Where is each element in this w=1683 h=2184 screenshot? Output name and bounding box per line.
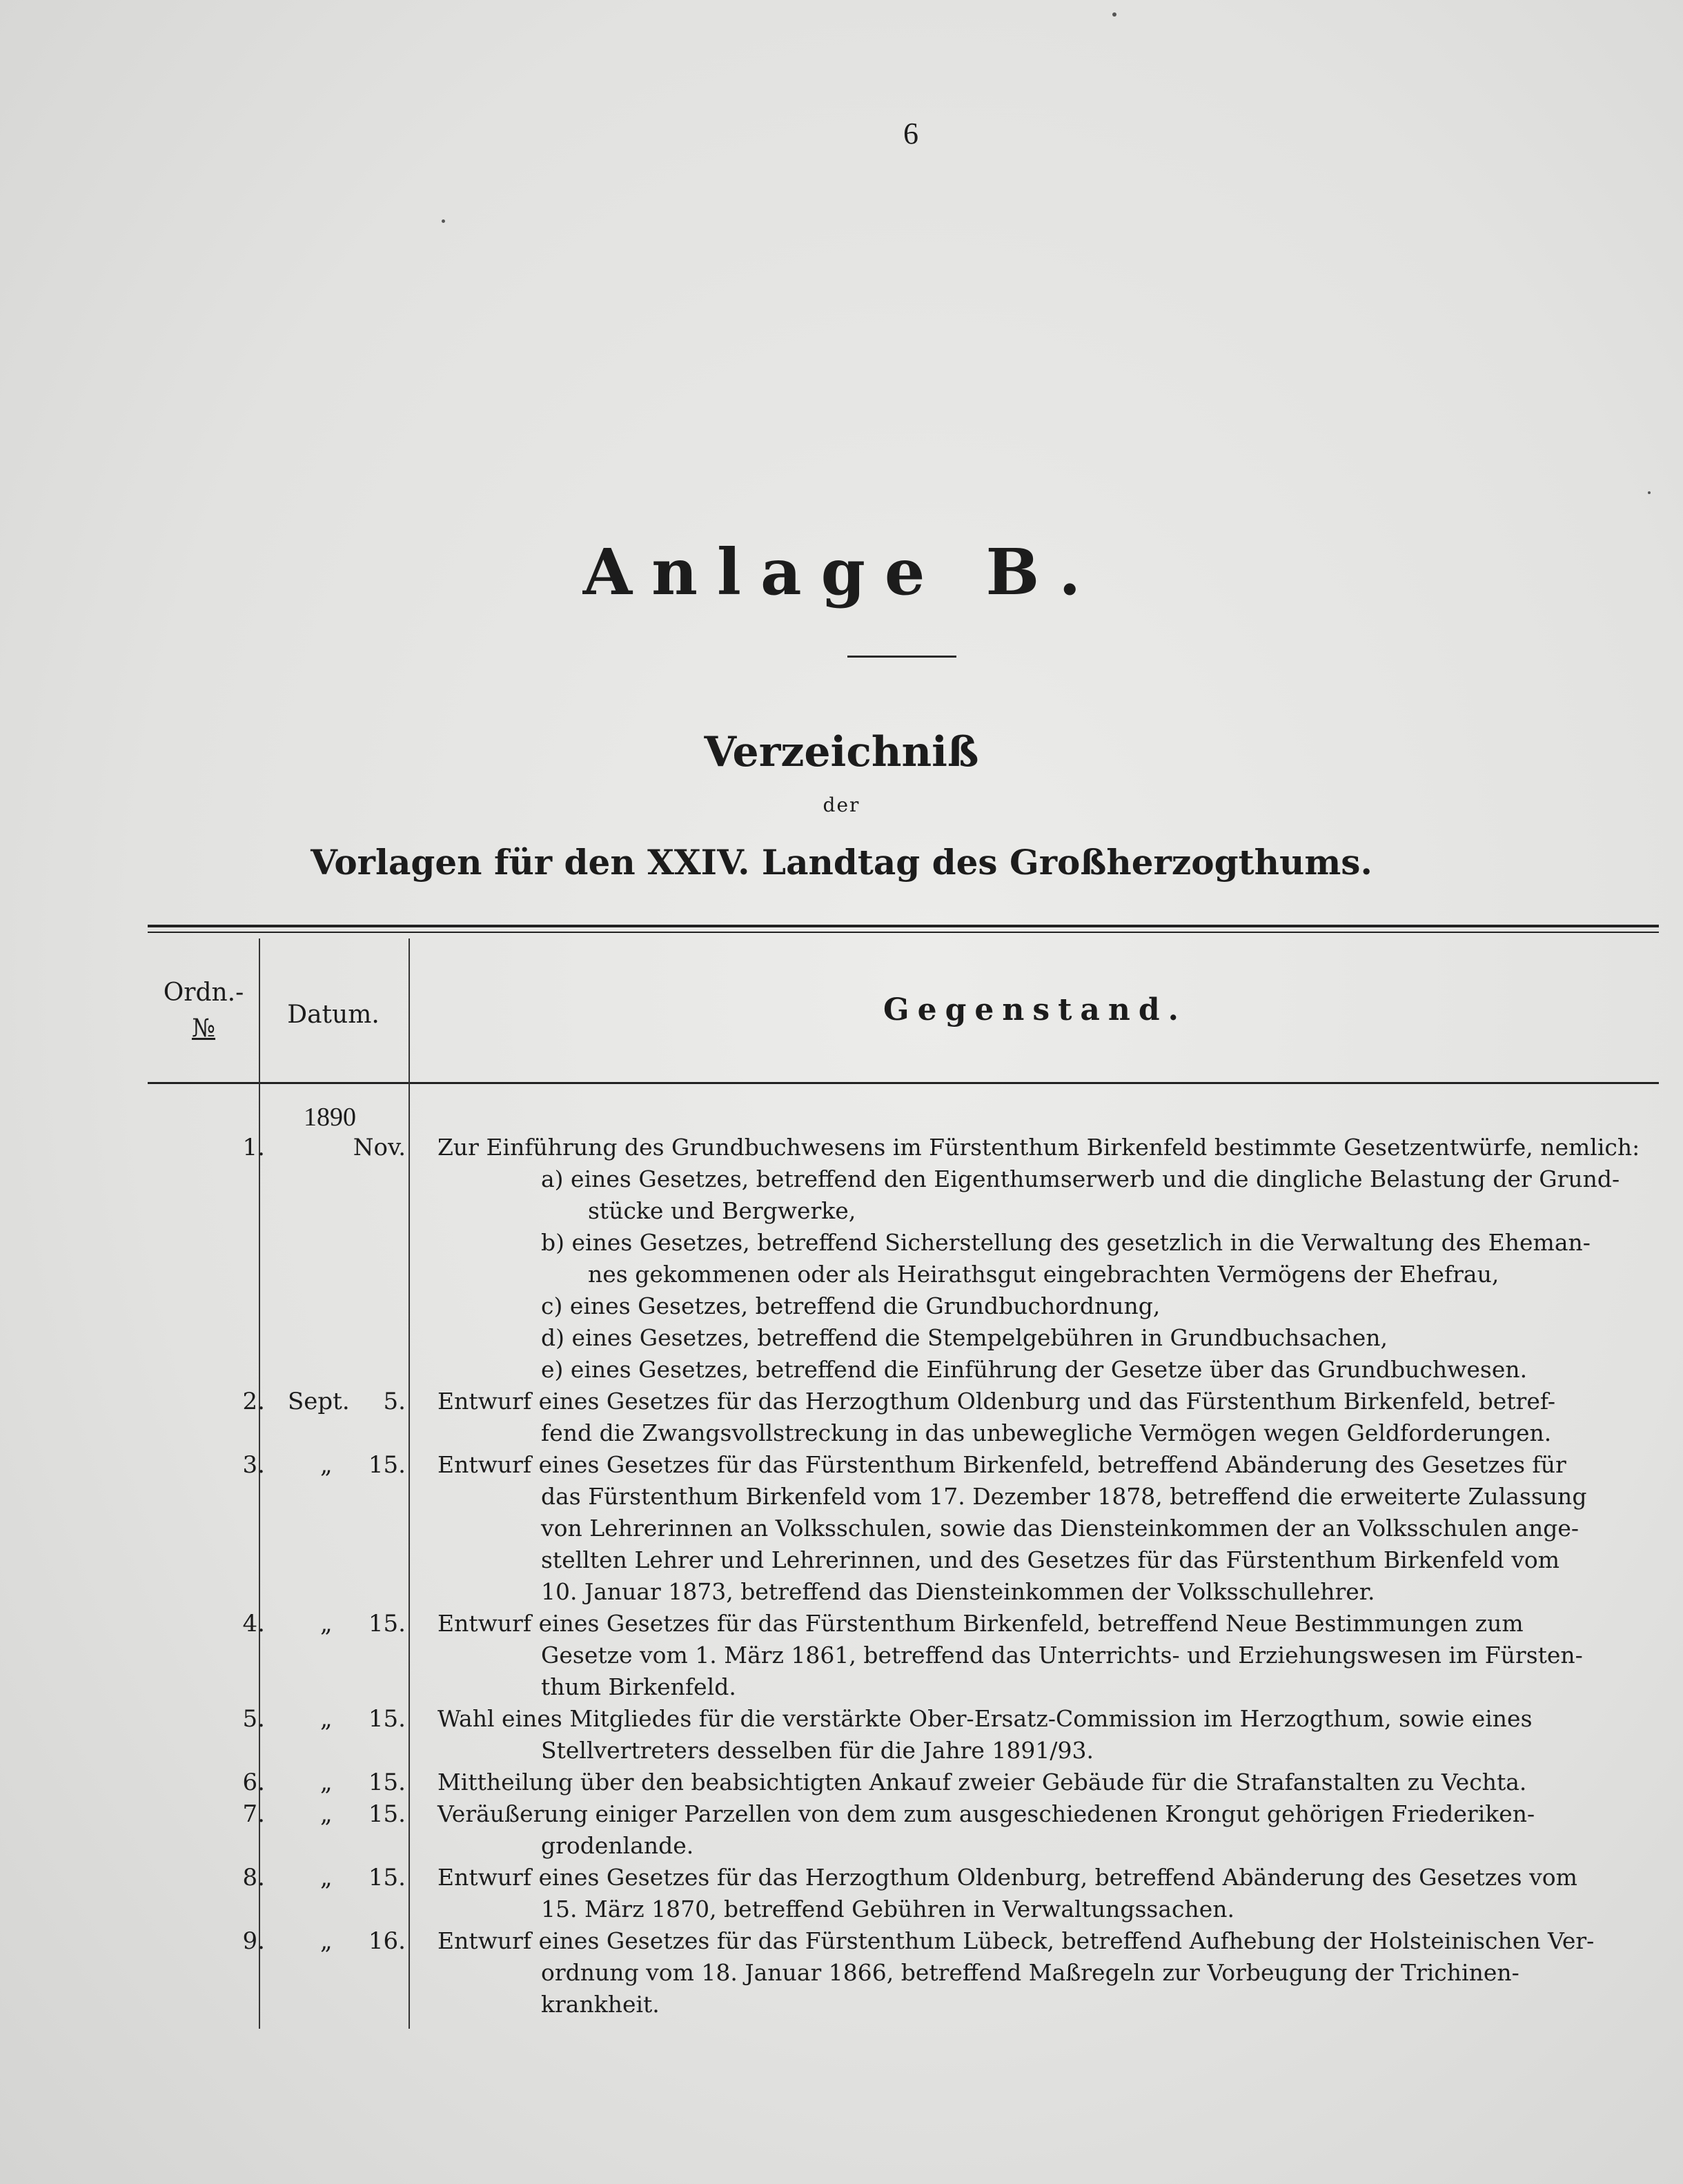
row-date-month: „ [320,1769,333,1796]
row-date-month: „ [320,1927,333,1955]
subject-line: Zur Einführung des Grundbuchwesens im Fürstenthum Birkenfeld bestimmte Gesetzentwürfe, nemlich: [437,1134,1640,1161]
header-ordn-line2: № [191,1014,216,1043]
row-date-month: Nov. [353,1134,406,1161]
row-subject [437,1767,1660,1798]
table-row [148,1925,1659,2020]
row-date-day: 15. [368,1769,406,1796]
subject-line: Entwurf eines Gesetzes für das Herzogthum Oldenburg und das Fürstenthum Birkenfeld, betref- [437,1388,1556,1415]
row-date-day: 15. [368,1705,406,1733]
header-ordn [159,975,248,1047]
subject-line: a) eines Gesetzes, betreffend den Eigenthumserwerb und die dingliche Belastung der Grund- [541,1165,1620,1192]
subject-line: Entwurf eines Gesetzes für das Fürstenthum Birkenfeld, betreffend Abänderung des Gesetzes für [437,1451,1566,1478]
row-date-month: „ [320,1451,333,1479]
subject-line: nes gekommenen oder als Heirathsgut eingebrachten Vermögens der Ehefrau, [588,1261,1499,1288]
row-date-day: 5. [383,1388,406,1415]
table-row [148,1608,1659,1703]
paper-speck [1112,12,1116,17]
subject-line: das Fürstenthum Birkenfeld vom 17. Dezember 1878, betreffend die erweiterte Zulassung [541,1483,1587,1510]
row-date-month: „ [320,1705,333,1733]
table-row [148,1703,1659,1767]
table-top-rule [148,925,1659,933]
row-number-text: 4. [242,1610,265,1637]
row-number [148,1132,265,1163]
subject-line: krankheit. [541,1991,660,2018]
row-number-text: 1. [242,1134,265,1161]
row-subject [437,1925,1660,2020]
subject-line: Mittheilung über den beabsichtigten Ankauf zweier Gebäude für die Strafanstalten zu Vechta. [437,1769,1527,1796]
row-subject [437,1798,1660,1862]
subject-line: 15. März 1870, betreffend Gebühren in Verwaltungssachen. [541,1896,1235,1922]
row-number-text: 7. [242,1800,265,1828]
table-row [148,1132,1659,1386]
row-number [148,1925,265,1957]
page-number: 6 [903,117,918,150]
table-row [148,1862,1659,1925]
subject-line: grodenlande. [541,1832,694,1859]
subject-line: b) eines Gesetzes, betreffend Sicherstellung des gesetzlich in die Verwaltung des Eheman- [541,1229,1591,1256]
row-number-text: 3. [242,1451,265,1479]
header-bottom-rule [148,1082,1659,1084]
row-subject [437,1862,1660,1925]
row-number [148,1862,265,1893]
subject-line: thum Birkenfeld. [541,1673,736,1700]
subject-line: Wahl eines Mitgliedes für die verstärkte Ober-Ersatz-Commission im Herzogthum, sowie eines [437,1705,1533,1732]
subject-line: Entwurf eines Gesetzes für das Herzogthum Oldenburg, betreffend Abänderung des Gesetzes vom [437,1864,1577,1891]
row-date-day: 15. [368,1610,406,1637]
row-date-month: „ [320,1864,333,1891]
row-number [148,1798,265,1830]
document-title: Anlage B. [582,535,1101,609]
year-label: 1890 [304,1103,356,1132]
subject-line: von Lehrerinnen an Volksschulen, sowie das Diensteinkommen der an Volksschulen ange- [541,1515,1579,1542]
table-row [148,1767,1659,1798]
row-date-month: „ [320,1610,333,1637]
row-number [148,1703,265,1735]
row-subject [437,1703,1660,1767]
header-datum: Datum. [287,1001,380,1029]
table-row [148,1449,1659,1608]
row-date-month: Sept. [288,1388,350,1415]
document-subtitle: Verzeichniß [704,728,979,776]
row-subject [437,1608,1660,1703]
row-date-month: „ [320,1800,333,1828]
subject-line: c) eines Gesetzes, betreffend die Grundbuchordnung, [541,1292,1161,1319]
title-divider [847,656,956,658]
row-number-text: 2. [242,1388,265,1415]
subject-line: stücke und Bergwerke, [588,1197,856,1224]
row-date-day: 15. [368,1800,406,1828]
subject-line: Gesetze vom 1. März 1861, betreffend das Unterrichts- und Erziehungswesen im Fürsten- [541,1642,1583,1669]
subject-line: Entwurf eines Gesetzes für das Fürstenthum Lübeck, betreffend Aufhebung der Holsteinischen Ver- [437,1927,1595,1954]
subject-line: Entwurf eines Gesetzes für das Fürstenthum Birkenfeld, betreffend Neue Bestimmungen zum [437,1610,1524,1637]
row-date-day: 16. [368,1927,406,1955]
table-body [148,1132,1659,2020]
subtitle-connector: der [823,794,860,816]
paper-speck [1648,491,1651,494]
row-number-text: 5. [242,1705,265,1733]
row-number-text: 8. [242,1864,265,1891]
subject-line: Veräußerung einiger Parzellen von dem zum ausgeschiedenen Krongut gehörigen Friederiken- [437,1800,1535,1827]
subject-line: fend die Zwangsvollstreckung in das unbewegliche Vermögen wegen Geldforderungen. [541,1419,1552,1446]
row-number [148,1386,265,1417]
subject-line: d) eines Gesetzes, betreffend die Stempelgebühren in Grundbuchsachen, [541,1324,1388,1351]
subject-line: 10. Januar 1873, betreffend das Diensteinkommen der Volksschullehrer. [541,1578,1375,1605]
header-gegenstand: Gegenstand. [883,992,1187,1027]
row-number-text: 9. [242,1927,265,1955]
subject-line: ordnung vom 18. Januar 1866, betreffend Maßregeln zur Vorbeugung der Trichinen- [541,1959,1519,1986]
subject-line: Stellvertreters desselben für die Jahre 1891/93. [541,1737,1094,1764]
row-date-day: 15. [368,1864,406,1891]
row-number [148,1449,265,1481]
subject-line: e) eines Gesetzes, betreffend die Einführung der Gesetze über das Grundbuchwesen. [541,1356,1528,1383]
row-number [148,1767,265,1798]
paper-speck [442,219,445,223]
row-subject [437,1386,1660,1449]
document-subtitle-2: Vorlagen für den XXIV. Landtag des Großherzogthums. [311,842,1372,883]
row-subject [437,1132,1660,1386]
row-date-day: 15. [368,1451,406,1479]
row-number-text: 6. [242,1769,265,1796]
header-ordn-line1: Ordn.- [163,978,244,1007]
row-subject [437,1449,1660,1608]
table-row [148,1798,1659,1862]
subject-line: stellten Lehrer und Lehrerinnen, und des Gesetzes für das Fürstenthum Birkenfeld vom [541,1546,1559,1573]
row-number [148,1608,265,1640]
table-row [148,1386,1659,1449]
